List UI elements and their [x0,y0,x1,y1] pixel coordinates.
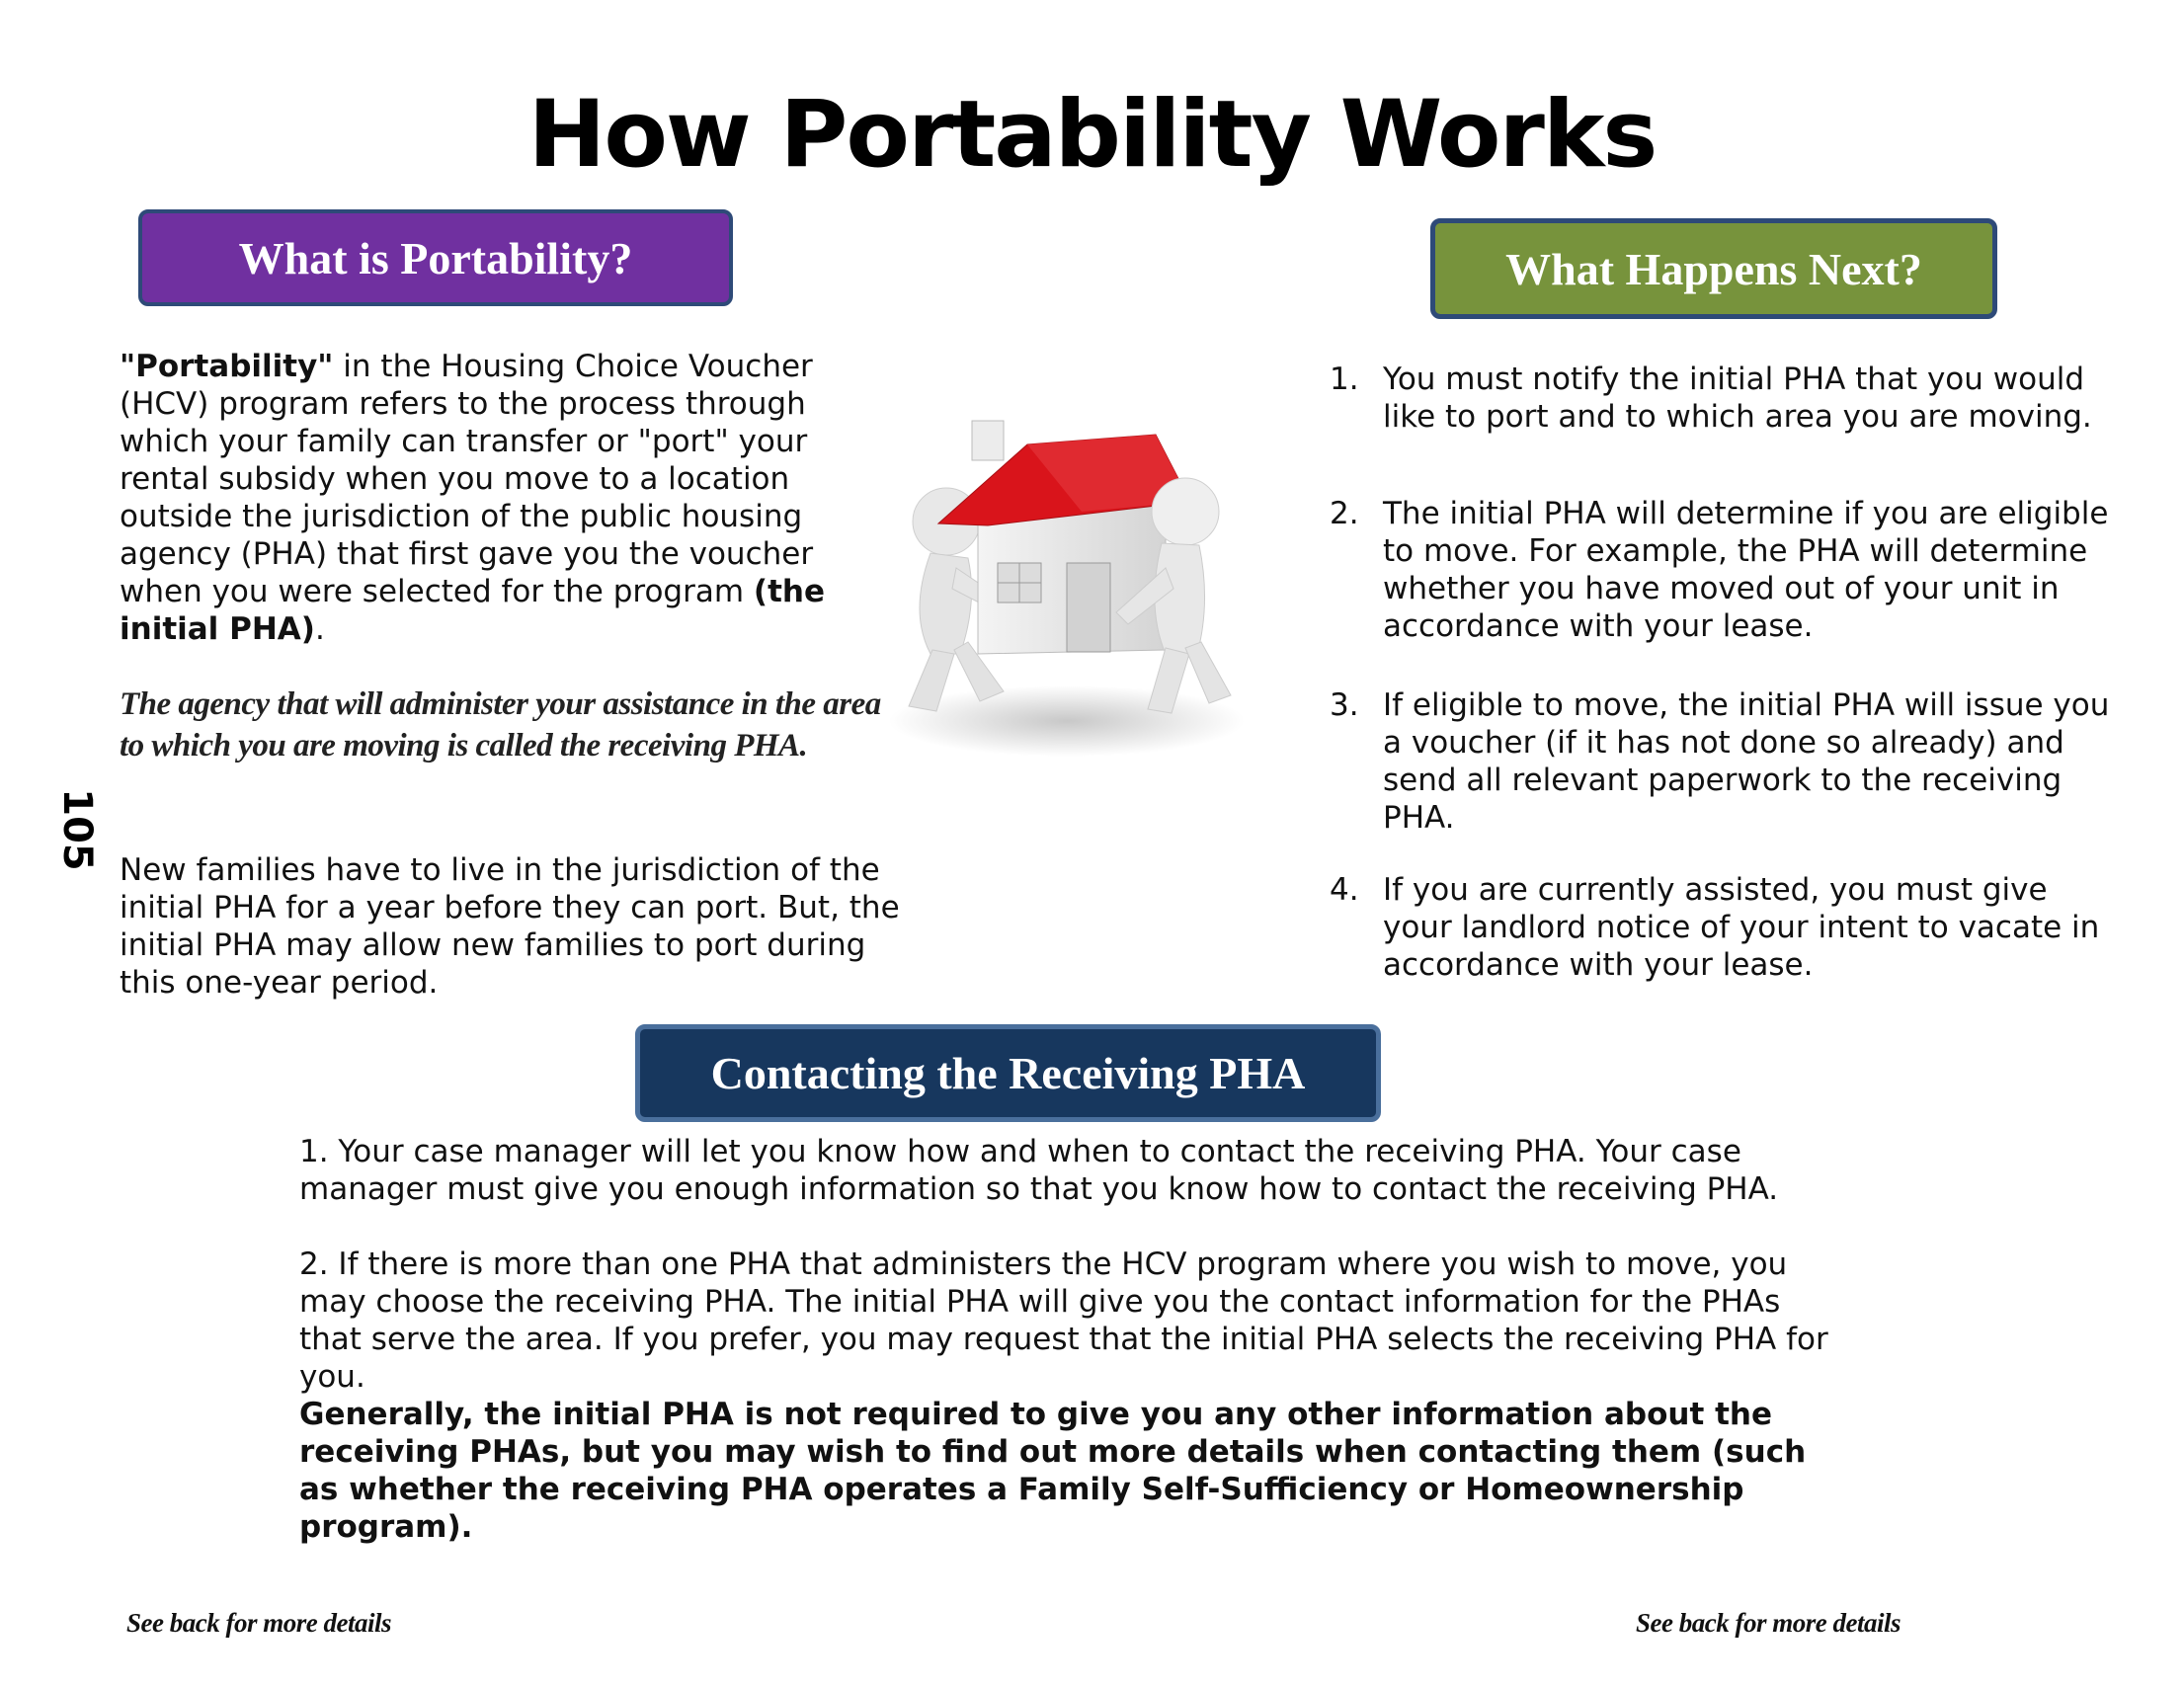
intro-tail: . [314,611,325,647]
what-is-portability-heading: What is Portability? [138,209,733,306]
contact-paragraph-1: 1. Your case manager will let you know how and when to contact the receiving PHA. Your case manager must give you enough information so that you know how to contact the receiving PHA. [299,1134,1779,1207]
contacting-receiving-pha-heading: Contacting the Receiving PHA [635,1024,1381,1122]
footer-note-right: See back for more details [1636,1608,1901,1638]
intro-initial-pha: (the initial PHA) [120,574,825,647]
portability-intro-paragraph [120,348,890,648]
contact-paragraph-2: 2. If there is more than one PHA that administers the HCV program where you wish to move, you may choose the receiving PHA. The initial PHA will give you the contact information for the PHAs that serve the area. If you prefer, you may request that the initial PHA selects the receiving PHA for you. [299,1246,1828,1395]
step-number: 4. [1330,872,1359,908]
what-happens-next-heading: What Happens Next? [1430,218,1997,319]
step-text: You must notify the initial PHA that you would like to port and to which area you are moving. [1383,362,2092,435]
step-text: If eligible to move, the initial PHA will issue you a voucher (if it has not done so already) and send all relevant paperwork to the receiving PHA. [1383,687,2110,836]
step-number: 1. [1330,362,1359,397]
step-text: If you are currently assisted, you must give your landlord notice of your intent to vacate in accordance with your lease. [1383,872,2100,983]
page-title: How Portability Works [527,81,1657,189]
intro-term: "Portability" [120,349,334,384]
intro-body: in the Housing Choice Voucher (HCV) program refers to the process through which your family can transfer or "port" your rental subsidy when you move to a location outside the jurisdiction of the public housing agency (PHA) that first gave you the voucher when you were selected for the program [120,349,814,609]
step-text: The initial PHA will determine if you are eligible to move. For example, the PHA will determine whether you have moved out of your unit in accordance with your lease. [1383,496,2109,644]
step-number: 2. [1330,496,1359,531]
people-carrying-house-illustration [869,395,1284,810]
contact-paragraph-bold: Generally, the initial PHA is not required to give you any other information about the receiving PHAs, but you may wish to find out more details when contacting them (such as whether the receiving PHA operates a Family Self-Sufficiency or Homeownership program). [299,1397,1807,1545]
footer-note-left: See back for more details [126,1608,391,1638]
new-families-paragraph: New families have to live in the jurisdiction of the initial PHA for a year before they can port. But, the initial PHA may allow new families to port during this one-year period. [120,852,900,1001]
receiving-pha-note: The agency that will administer your assistance in the area to which you are moving is called the receiving PHA. [120,686,881,764]
step-number: 3. [1330,687,1359,723]
page-number: 105 [54,788,100,871]
